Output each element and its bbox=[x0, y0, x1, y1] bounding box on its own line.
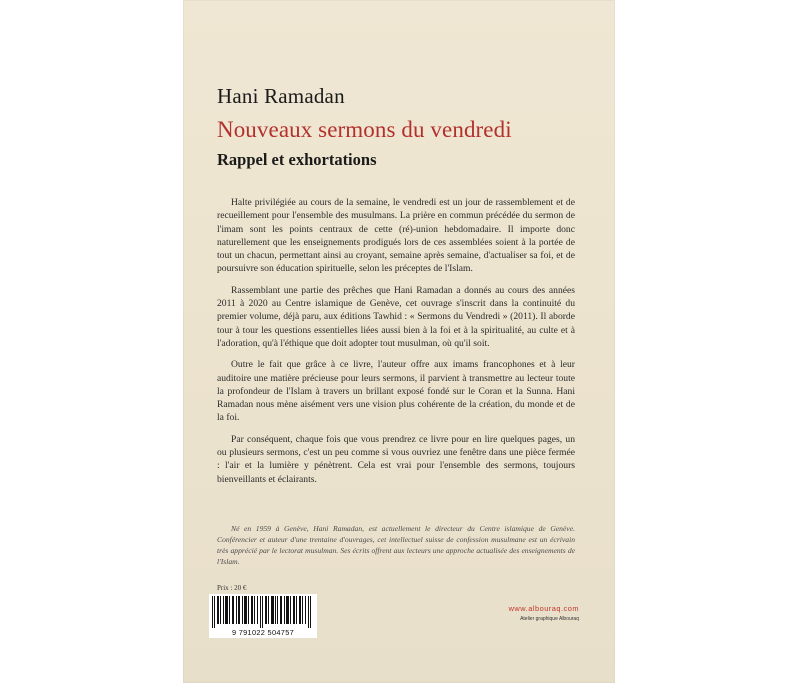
blurb-paragraph: Par conséquent, chaque fois que vous prendrez ce livre pour en lire quelques pages, un ou plusieurs sermons, c'est un peu comme si vous ouvriez une fenêtre dans une pièce fermée : l'air et la lumière y pénètrent. Cela est vrai pour l'ensemble des sermons, toujours bienveillants et éclairants. bbox=[217, 433, 575, 485]
isbn-number: 9 791022 504757 bbox=[231, 628, 295, 637]
blurb-paragraph: Outre le fait que grâce à ce livre, l'auteur offre aux imams francophones et à leur auditoire une matière précieuse pour leurs sermons, il parvient à transmettre au lecteur toute la profondeur de l'Islam à travers un brillant exposé fondé sur le Coran et la Sunna. Hani Ramadan nous mène aisément vers une vision plus cohérente de la création, du monde et de la foi. bbox=[217, 359, 575, 424]
blurb-paragraph: Rassemblant une partie des prêches que Hani Ramadan a donnés au cours des années 2011 à 2020 au Centre islamique de Genève, cet ouvrage s'inscrit dans la continuité du premier volume, déjà paru, aux éditions Tawhid : « Sermons du Vendredi » (2011). Il aborde tour à tour les questions essentielles liées aussi bien à la foi et à la spiritualité, au culte et à l'adoration, qu'à l'éthique que doit adopter tout musulman, où qu'il soit. bbox=[217, 284, 575, 349]
barcode-icon bbox=[209, 596, 317, 632]
book-title: Nouveaux sermons du vendredi bbox=[217, 117, 512, 142]
author-bio-text: Né en 1959 à Genève, Hani Ramadan, est actuellement le directeur du Centre islamique de Genève. Conférencier et auteur d'une trentaine d'ouvrages, cet intellectuel suisse de confession musulmane est un écrivain très apprécié par le lectorat musulman. Ses écrits offrent aux lecteurs une approche actualisée des enseignements de l'Islam. bbox=[217, 524, 575, 566]
graphic-credit: Atelier graphique Albouraq bbox=[520, 616, 579, 622]
isbn-barcode bbox=[209, 594, 317, 638]
blurb-paragraph: Halte privilégiée au cours de la semaine, le vendredi est un jour de rassemblement et de recueillement pour l'ensemble des musulmans. La prière en commun précédée du sermon de l'imam sont les points centraux de cette (ré)-union hebdomadaire. Il importe donc naturellement que les enseignements prodigués lors de ces assemblées soient à la portée de tout un chacun, permettant ainsi au croyant, semaine après semaine, d'actualiser sa foi, et de poursuivre son éducation spirituelle, selon les préceptes de l'Islam. bbox=[217, 197, 575, 275]
price-label: Prix : 20 € bbox=[217, 584, 247, 592]
author-name: Hani Ramadan bbox=[217, 84, 345, 108]
blurb bbox=[217, 196, 575, 494]
book-subtitle: Rappel et exhortations bbox=[217, 150, 377, 169]
publisher-website[interactable]: www.albouraq.com bbox=[508, 604, 579, 613]
author-bio bbox=[217, 523, 575, 567]
book-back-cover bbox=[183, 0, 615, 683]
